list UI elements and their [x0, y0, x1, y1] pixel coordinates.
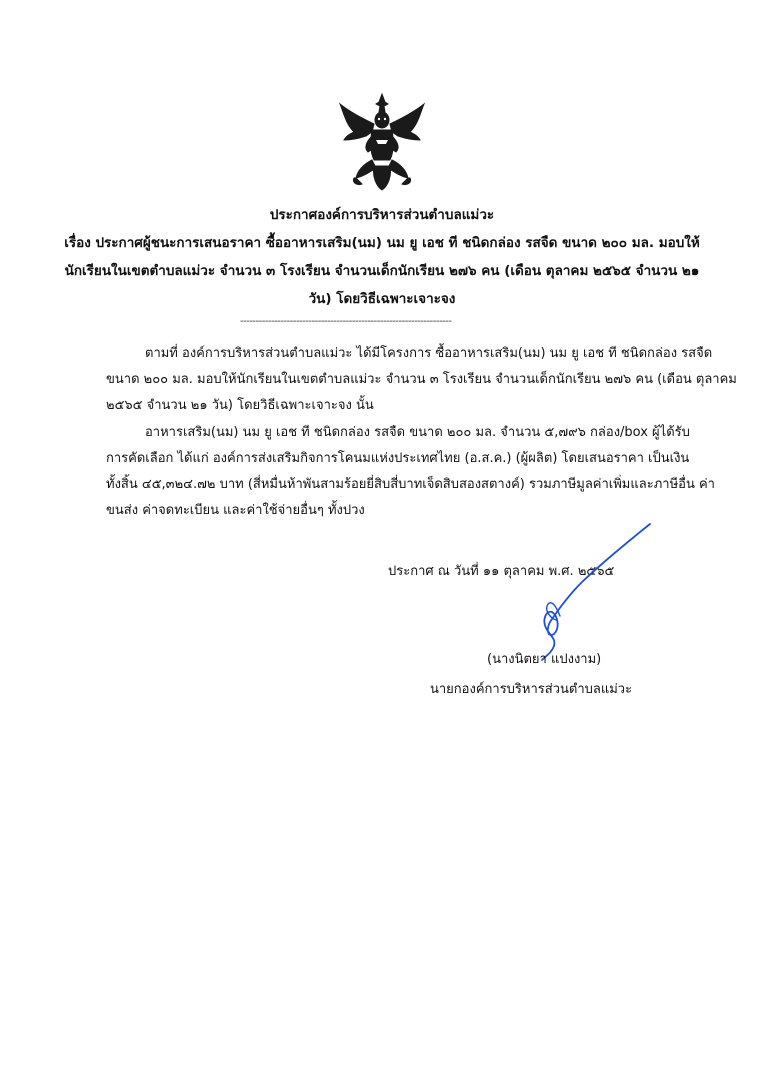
document-title: ประกาศองค์การบริหารส่วนตำบลแม่วะ	[269, 207, 495, 223]
paragraph-1-line-3: ๒๕๖๕ จำนวน ๒๑ วัน) โดยวิธีเฉพาะเจาะจง นั้น	[106, 398, 374, 413]
subject-line-2: นักเรียนในเขตตำบลแม่วะ จำนวน ๓ โรงเรียน จำนวนเด็กนักเรียน ๒๗๖ คน (เดือน ตุลาคม ๒๕๖๕ จำนวน ๒๑	[64, 263, 700, 279]
paragraph-2-line-4: ขนส่ง ค่าจดทะเบียน และค่าใช้จ่ายอื่นๆ ทั้งปวง	[106, 503, 365, 518]
paragraph-1-line-1: ตามที่ องค์การบริหารส่วนตำบลแม่วะ ได้มีโครงการ ซื้ออาหารเสริม(นม) นม ยู เอช ที ชนิดกล่อง รสจืด	[145, 346, 713, 361]
announcement-date: ประกาศ ณ วันที่ ๑๑ ตุลาคม พ.ศ. ๒๕๖๕	[388, 564, 615, 579]
subject-line-1: เรื่อง ประกาศผู้ชนะการเสนอราคา ซื้ออาหารเสริม(นม) นม ยู เอช ที ชนิดกล่อง รสจืด ขนาด ๒๐๐ มล. มอบให้	[64, 235, 700, 251]
separator-line: --------------------------------------------------------------------	[240, 316, 452, 327]
signatory-position: นายกองค์การบริหารส่วนตำบลแม่วะ	[430, 682, 633, 697]
paragraph-1-line-2: ขนาด ๒๐๐ มล. มอบให้นักเรียนในเขตตำบลแม่วะ จำนวน ๓ โรงเรียน จำนวนเด็กนักเรียน ๒๗๖ คน (เดือน ตุลาคม	[106, 372, 737, 387]
signatory-name: (นางนิตยา แปงงาม)	[487, 652, 602, 667]
handwritten-signature	[520, 520, 660, 670]
paragraph-2-line-3: ทั้งสิ้น ๔๕,๓๒๔.๗๒ บาท (สี่หมื่นห้าพันสามร้อยยี่สิบสี่บาทเจ็ดสิบสองสตางค์) รวมภาษีมูลค่าเพิ่มและภาษีอื่น ค่า	[106, 477, 715, 492]
garuda-emblem-icon	[336, 90, 428, 192]
paragraph-2-line-2: การคัดเลือก ได้แก่ องค์การส่งเสริมกิจการโคนมแห่งประเทศไทย (อ.ส.ค.) (ผู้ผลิต) โดยเสนอราคา เป็นเงิน	[106, 451, 690, 466]
paragraph-2-line-1: อาหารเสริม(นม) นม ยู เอช ที ชนิดกล่อง รสจืด ขนาด ๒๐๐ มล. จำนวน ๕,๗๙๖ กล่อง/box ผู้ได้รับ	[145, 425, 690, 440]
subject-line-3: วัน) โดยวิธีเฉพาะเจาะจง	[308, 291, 456, 307]
